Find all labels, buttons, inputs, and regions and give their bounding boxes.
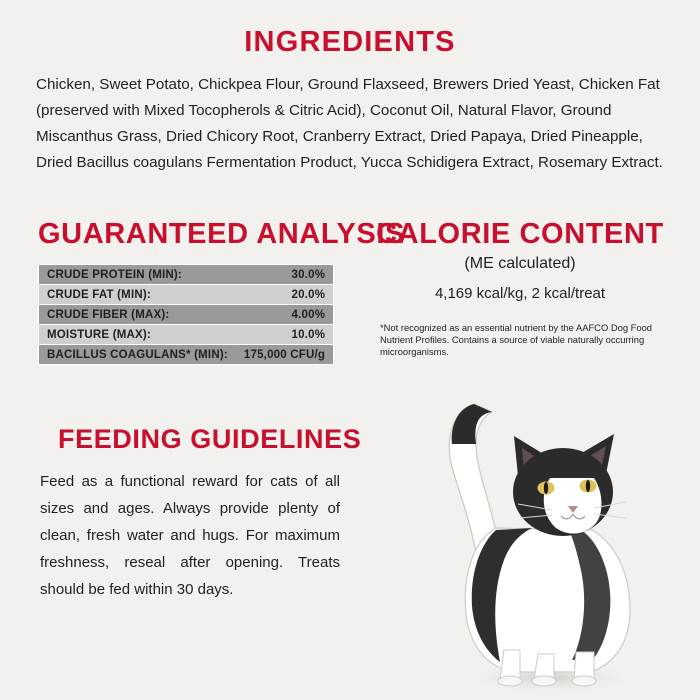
table-row: [39, 265, 334, 285]
guaranteed-analysis-table: [38, 264, 334, 365]
nutrient-value: 4.00%: [236, 305, 334, 325]
nutrient-label: MOISTURE (MAX):: [39, 325, 236, 345]
table-row: [39, 285, 334, 305]
nutrient-label: CRUDE FAT (MIN):: [39, 285, 236, 305]
ingredients-heading: INGREDIENTS: [244, 26, 456, 58]
feeding-guidelines-text: Feed as a functional reward for cats of all sizes and ages. Always provide plenty of clean, fresh water and hugs. For maximum freshness, reseal after opening. Treats should be fed within 30 days.: [40, 473, 340, 598]
ingredients-text: Chicken, Sweet Potato, Chickpea Flour, Ground Flaxseed, Brewers Dried Yeast, Chicken Fat (preserved with Mixed Tocopherols & Citric Acid), Coconut Oil, Natural Flavor, Ground Miscanthus Grass, Dried Chicory Root, Cranberry Extract, Dried Papaya, Dried Pineapple, Dried Bacillus coagulans Fermentation Product, Yucca Schidigera Extract, Rosemary Extract.: [36, 76, 663, 171]
table-row: [39, 325, 334, 345]
table-row: [39, 305, 334, 325]
calorie-content-subtitle: (ME calculated): [464, 255, 576, 272]
nutrient-value: 175,000 CFU/g: [236, 345, 334, 365]
nutrient-label: BACILLUS COAGULANS* (MIN):: [39, 345, 236, 365]
table-row: [39, 345, 334, 365]
feeding-guidelines-heading: FEEDING GUIDELINES: [58, 424, 362, 454]
calorie-content-heading: CALORIE CONTENT: [376, 218, 664, 250]
nutrient-value: 20.0%: [236, 285, 334, 305]
cat-illustration: [400, 378, 700, 700]
calorie-content-footnote: *Not recognized as an essential nutrient by the AAFCO Dog Food Nutrient Profiles. Contains a source of viable naturally occurring microorganisms.: [380, 322, 653, 357]
guaranteed-analysis-heading: GUARANTEED ANALYSIS: [38, 218, 405, 250]
nutrient-value: 10.0%: [236, 325, 334, 345]
cat-photo: [400, 378, 700, 700]
nutrient-label: CRUDE PROTEIN (MIN):: [39, 265, 236, 285]
nutrient-value: 30.0%: [236, 265, 334, 285]
calorie-content-value: 4,169 kcal/kg, 2 kcal/treat: [434, 285, 606, 302]
nutrient-label: CRUDE FIBER (MAX):: [39, 305, 236, 325]
